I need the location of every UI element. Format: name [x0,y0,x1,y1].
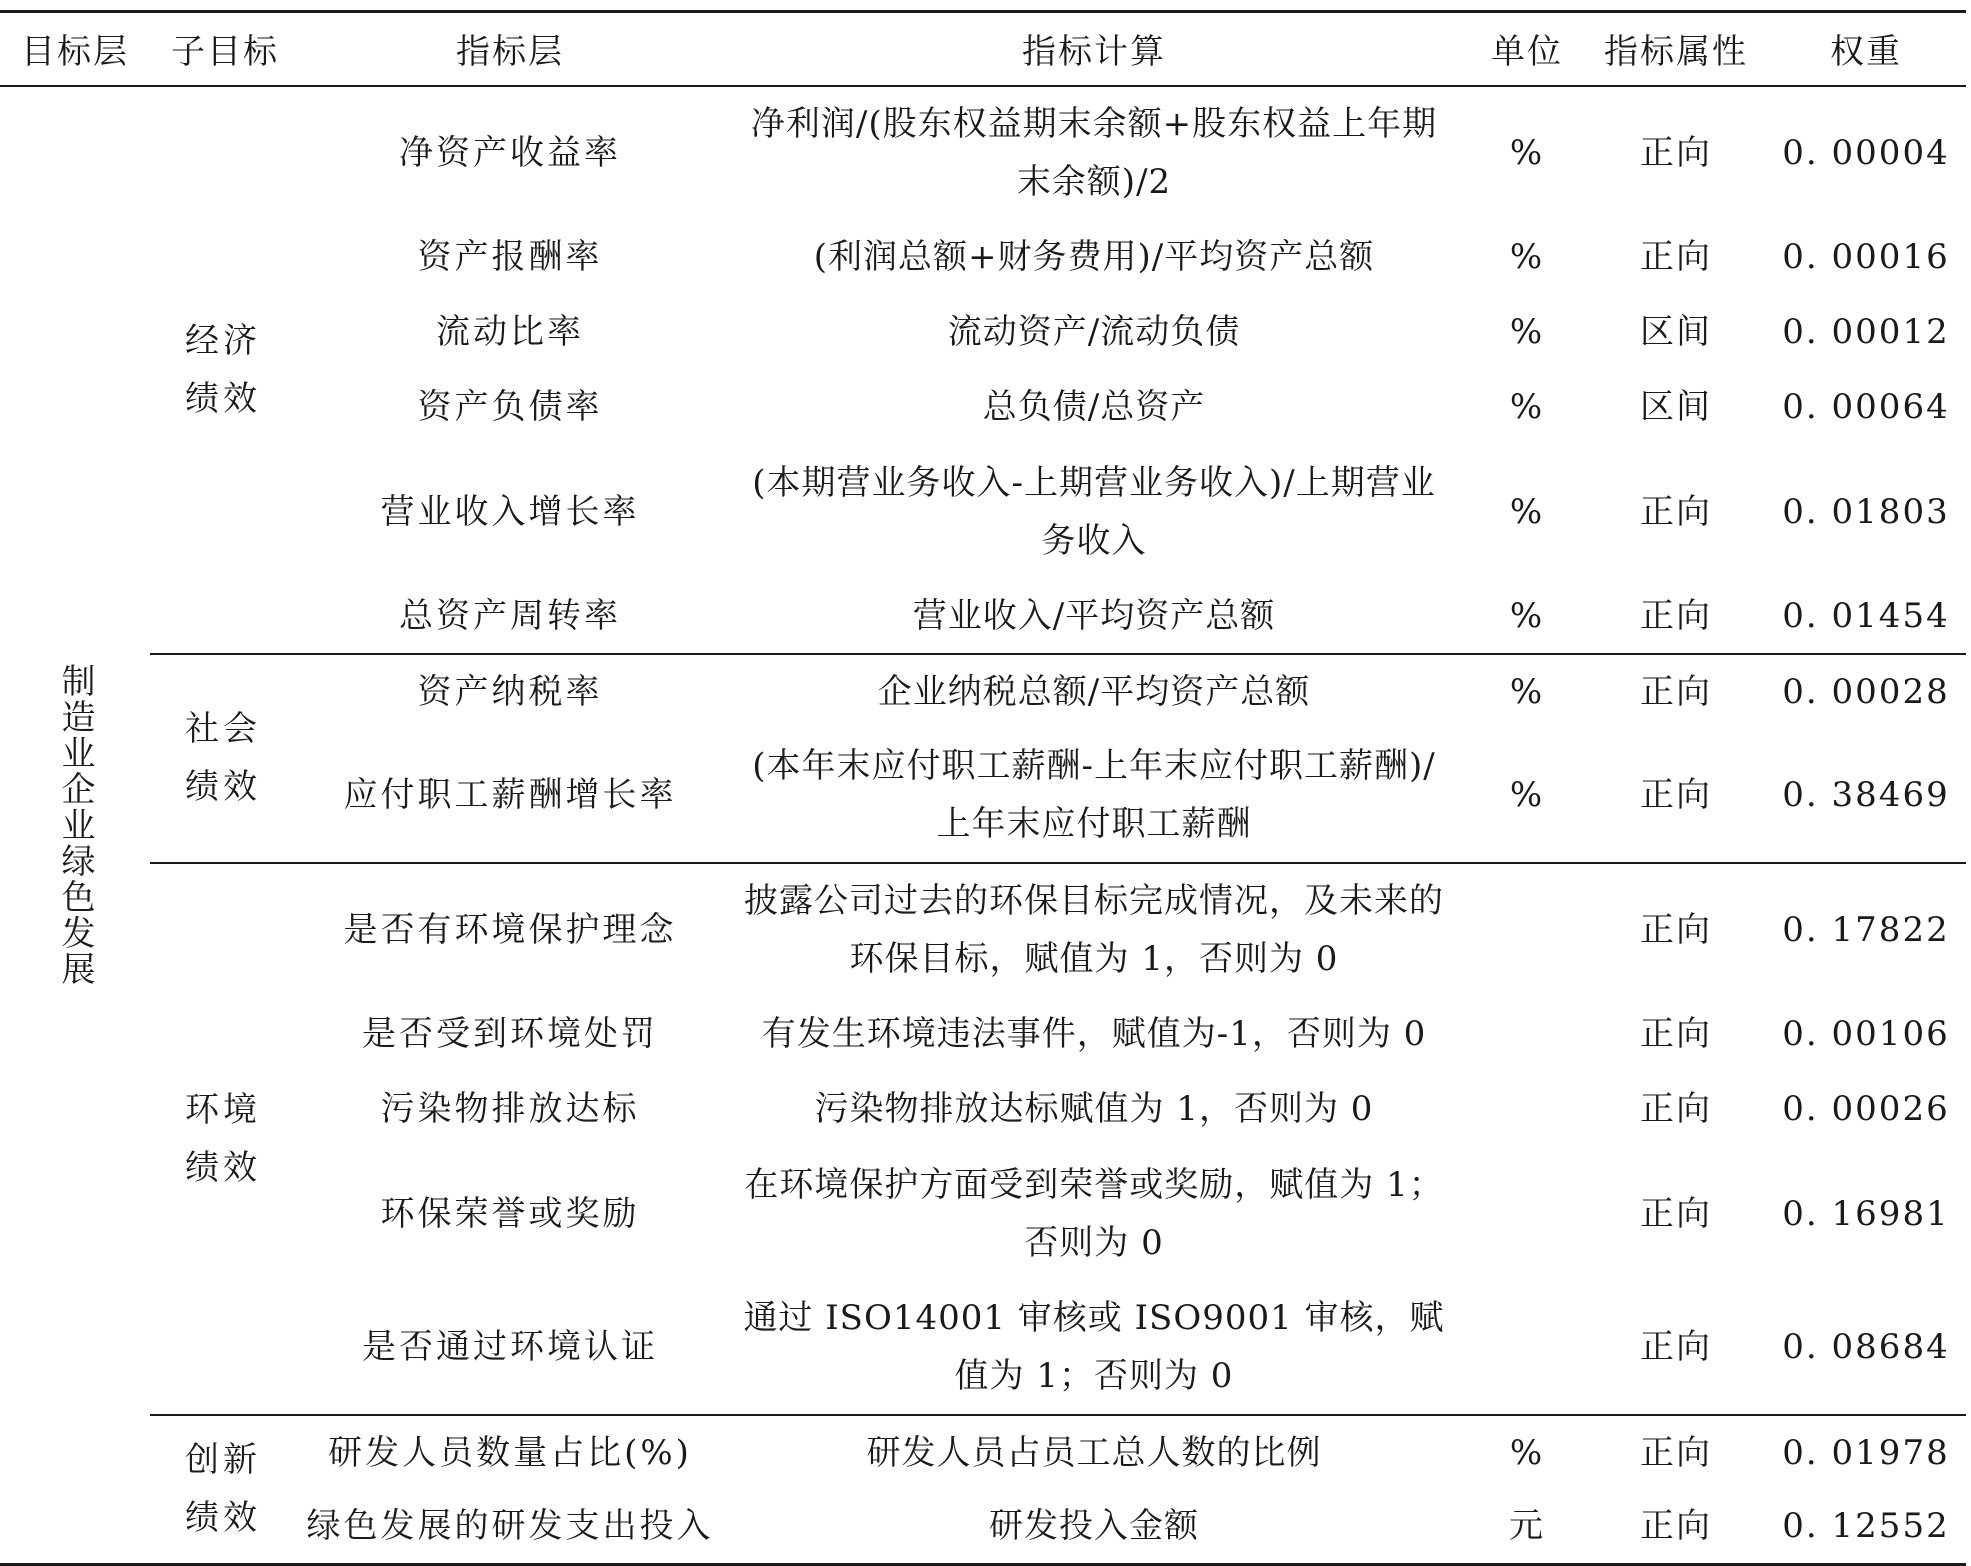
attribute-cell: 正向 [1586,654,1766,729]
unit-cell [1468,1147,1586,1281]
unit-cell: % [1468,654,1586,729]
unit-cell [1468,997,1586,1072]
header-unit: 单位 [1491,32,1563,73]
attribute-cell: 区间 [1640,387,1712,427]
weight-cell: 0. 01454 [1782,595,1950,636]
indicator-cell: 营业收入增长率 [380,491,640,532]
unit-cell [1468,863,1586,997]
subgoal-cell [150,654,300,863]
weight-cell: 0. 00026 [1782,1089,1950,1129]
attribute-cell: 正向 [1640,1193,1712,1234]
unit-cell: % [1509,237,1545,277]
calc-cell: 净利润/(股东权益期末余额+股东权益上年期末余额)/2 [750,104,1438,202]
table-body [0,86,1966,1565]
weight-cell: 0. 08684 [1782,1327,1950,1367]
calc-cell: 研发人员占员工总人数的比例 [720,1415,1468,1490]
calc-cell: 营业收入/平均资产总额 [912,595,1276,636]
unit-cell: % [1509,491,1545,532]
weight-cell: 0. 01803 [1782,491,1950,532]
weight-cell: 0. 38469 [1782,775,1950,815]
header-indicator: 指标层 [456,32,564,73]
calc-cell: 披露公司过去的环保目标完成情况，及未来的环保目标，赋值为 1，否则为 0 [720,863,1468,997]
table-row [0,1415,1966,1490]
attribute-cell: 正向 [1640,1089,1712,1129]
weight-cell: 0. 17822 [1766,863,1966,997]
calc-cell: 研发投入金额 [989,1506,1199,1547]
indicator-cell: 是否受到环境处罚 [362,1014,658,1054]
weight-cell: 0. 00016 [1782,237,1950,277]
unit-cell: % [1509,387,1545,427]
indicator-cell: 污染物排放达标 [380,1089,640,1129]
calc-cell: 污染物排放达标赋值为 1，否则为 0 [814,1089,1374,1129]
calc-cell: 流动资产/流动负债 [947,312,1241,352]
attribute-cell: 正向 [1640,1014,1712,1054]
calc-cell: 通过 ISO14001 审核或 ISO9001 审核，赋值为 1；否则为 0 [743,1298,1445,1396]
indicator-cell: 流动比率 [436,312,584,352]
attribute-cell: 正向 [1586,1415,1766,1490]
header-goal: 目标层 [21,32,129,73]
weight-cell: 0. 16981 [1782,1193,1950,1234]
subgoal-cell [150,86,300,654]
unit-cell: % [1509,595,1545,636]
unit-cell [1468,1072,1586,1147]
unit-cell: 元 [1509,1506,1545,1547]
table-row [0,863,1966,997]
attribute-cell: 正向 [1640,1327,1712,1367]
attribute-cell: 正向 [1640,775,1712,815]
header-row [0,12,1966,86]
attribute-cell: 区间 [1640,312,1712,352]
calc-cell: 企业纳税总额/平均资产总额 [720,654,1468,729]
unit-cell: % [1509,133,1545,173]
goal-cell: 制造业企业绿色发展 [55,662,95,987]
calc-cell: (本年末应付职工薪酬-上年末应付职工薪酬)/上年末应付职工薪酬 [752,746,1436,844]
table-row [0,86,1966,220]
weight-cell: 0. 00064 [1782,387,1950,427]
weight-cell: 0. 01978 [1766,1415,1966,1490]
calc-cell: 有发生环境违法事件，赋值为-1，否则为 0 [761,1014,1427,1054]
indicator-table-container [0,10,1966,1566]
weight-cell: 0. 00028 [1766,654,1966,729]
unit-cell: % [1468,1415,1586,1490]
header-attribute: 指标属性 [1604,32,1748,73]
indicator-cell: 净资产收益率 [399,133,621,173]
indicator-cell: 应付职工薪酬增长率 [343,775,677,815]
indicator-cell: 资产负债率 [417,387,603,427]
header-subgoal: 子目标 [171,32,279,73]
indicator-table [0,10,1966,1566]
header-weight: 权重 [1830,32,1902,73]
attribute-cell: 正向 [1586,863,1766,997]
unit-cell: % [1509,312,1545,352]
indicator-cell: 绿色发展的研发支出投入 [306,1506,714,1547]
indicator-cell: 总资产周转率 [399,595,621,636]
unit-cell [1468,1281,1586,1415]
subgoal-label: 环境绩效 [185,1089,261,1188]
calc-cell: (利润总额+财务费用)/平均资产总额 [813,237,1375,277]
attribute-cell: 正向 [1640,133,1712,173]
calc-cell: 总负债/总资产 [982,387,1206,427]
table-row [0,654,1966,729]
indicator-cell: 环保荣誉或奖励 [380,1193,640,1234]
subgoal-label: 创新绩效 [185,1440,261,1539]
indicator-cell: 资产报酬率 [417,237,603,277]
subgoal-cell [150,1415,300,1565]
unit-cell: % [1509,775,1545,815]
attribute-cell: 正向 [1640,1506,1712,1547]
weight-cell: 0. 00106 [1782,1014,1950,1054]
calc-cell: 在环境保护方面受到荣誉或奖励，赋值为 1；否则为 0 [744,1164,1444,1263]
weight-cell: 0. 00012 [1782,312,1950,352]
weight-cell: 0. 12552 [1782,1506,1950,1547]
header-calculation: 指标计算 [1022,32,1166,73]
indicator-cell: 研发人员数量占比(%) [300,1415,720,1490]
subgoal-cell [150,863,300,1415]
subgoal-label: 经济绩效 [185,320,261,419]
subgoal-label: 社会绩效 [185,709,261,807]
attribute-cell: 正向 [1640,491,1712,532]
indicator-cell: 资产纳税率 [300,654,720,729]
table-header [0,12,1966,86]
calc-cell: (本期营业务收入-上期营业务收入)/上期营业务收入 [752,462,1436,561]
indicator-cell: 是否通过环境认证 [362,1327,658,1367]
attribute-cell: 正向 [1640,595,1712,636]
indicator-cell: 是否有环境保护理念 [300,863,720,997]
weight-cell: 0. 00004 [1782,133,1950,173]
attribute-cell: 正向 [1640,237,1712,277]
